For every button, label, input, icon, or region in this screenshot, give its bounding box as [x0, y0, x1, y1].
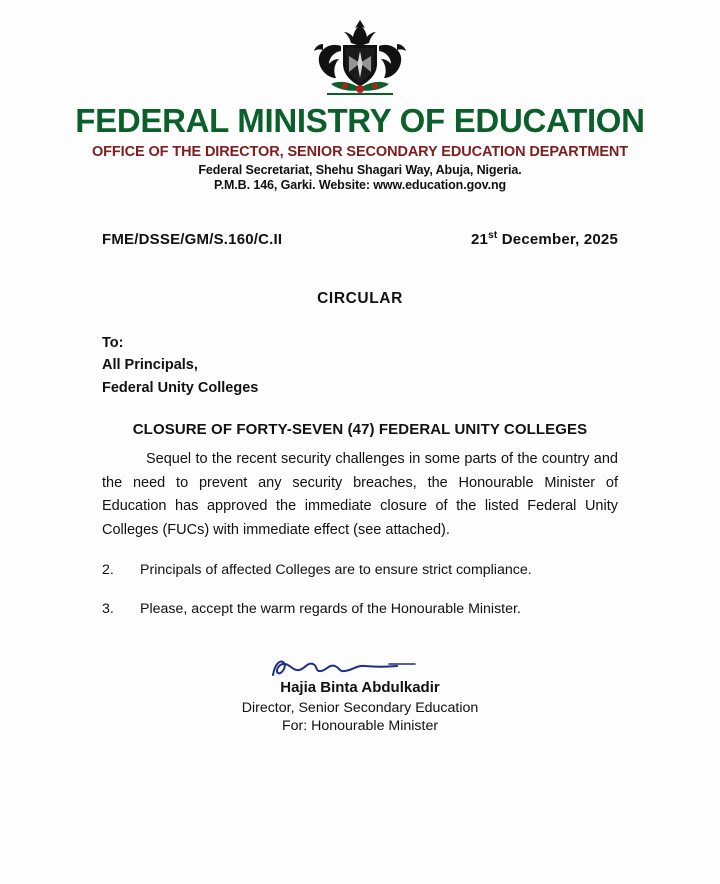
numbered-item-3: [102, 599, 618, 620]
numbered-item-2-number: 2.: [102, 561, 114, 578]
document-type-heading: CIRCULAR: [317, 289, 403, 307]
signatory-on-behalf: For: Honourable Minister: [281, 717, 439, 734]
address-line-1: Federal Secretariat, Shehu Shagari Way, Abuja, Nigeria.: [198, 162, 522, 177]
office-subtitle: OFFICE OF THE DIRECTOR, SENIOR SECONDARY EDUCATION DEPARTMENT: [91, 143, 629, 160]
reference-row: [40, 230, 680, 248]
body-block: [40, 448, 680, 621]
nigeria-coat-of-arms-icon: [301, 16, 419, 102]
addressee-line-2: Federal Unity Colleges: [102, 379, 259, 396]
address-line-2: P.M.B. 146, Garki. Website: www.education.gov.ng: [213, 177, 507, 192]
paragraph-1: Sequel to the recent security challenges in some parts of the country and the need to prevent any security breaches, the Honourable Minister of Education has approved the immediate closure of the listed Federal Unity Colleges (FUCs) with immediate effect (see attached).: [102, 451, 618, 538]
signatory-name: Hajia Binta Abdulkadir: [280, 678, 440, 696]
numbered-item-2: [102, 560, 618, 581]
signatory-role: Director, Senior Secondary Education: [241, 699, 479, 716]
subject-heading: CLOSURE OF FORTY-SEVEN (47) FEDERAL UNITY COLLEGES: [132, 421, 588, 439]
addressee-line-1: All Principals,: [102, 357, 198, 374]
handwritten-signature-icon: [40, 655, 680, 681]
signature-block: [40, 655, 680, 734]
numbered-item-3-text: Please, accept the warm regards of the Honourable Minister.: [140, 601, 521, 618]
crest-container: [40, 0, 680, 102]
ministry-title: FEDERAL MINISTRY OF EDUCATION: [75, 102, 645, 139]
addressee-block: [40, 332, 680, 399]
numbered-item-2-text: Principals of affected Colleges are to ensure strict compliance.: [140, 561, 532, 578]
document-date: 21st December, 2025: [471, 229, 618, 248]
addressee-to-label: To:: [102, 334, 124, 351]
numbered-item-3-number: 3.: [102, 601, 114, 618]
reference-number: FME/DSSE/GM/S.160/C.II: [102, 230, 283, 248]
